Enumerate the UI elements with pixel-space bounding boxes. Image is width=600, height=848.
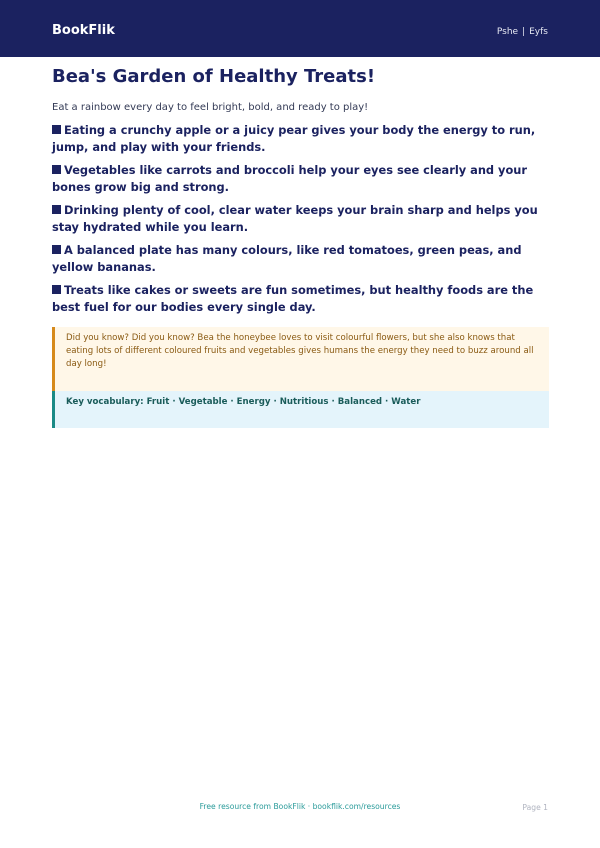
breadcrumb-level[interactable]: Eyfs bbox=[529, 27, 548, 37]
did-you-know-callout bbox=[52, 327, 549, 391]
list-item-text: Treats like cakes or sweets are fun sometimes, but healthy foods are the best fuel for our bodies every single day. bbox=[52, 283, 534, 314]
footer-resource-link[interactable]: Free resource from BookFlik · bookflik.com/resources bbox=[199, 802, 401, 811]
bullet-square-icon bbox=[52, 245, 61, 254]
list-item bbox=[52, 242, 549, 276]
bullet-square-icon bbox=[52, 125, 61, 134]
list-item bbox=[52, 202, 549, 236]
key-vocabulary-callout bbox=[52, 391, 549, 428]
brand-logo[interactable]: BookFlik bbox=[52, 23, 115, 38]
breadcrumb-subject[interactable]: Pshe bbox=[496, 27, 519, 37]
breadcrumb-separator: | bbox=[522, 27, 526, 37]
bullet-square-icon bbox=[52, 285, 61, 294]
list-item bbox=[52, 122, 549, 156]
list-item-text: A balanced plate has many colours, like red tomatoes, green peas, and yellow bananas. bbox=[52, 243, 522, 274]
main-content bbox=[52, 66, 549, 322]
breadcrumb bbox=[497, 27, 548, 37]
page-title: Bea's Garden of Healthy Treats! bbox=[52, 66, 376, 87]
list-item-text: Vegetables like carrots and broccoli help your eyes see clearly and your bones grow big and strong. bbox=[52, 163, 528, 194]
fact-list bbox=[52, 122, 549, 316]
key-vocabulary-text: Key vocabulary: Fruit · Vegetable · Energy · Nutritious · Balanced · Water bbox=[66, 397, 421, 407]
list-item-text: Eating a crunchy apple or a juicy pear gives your body the energy to run, jump, and play with your friends. bbox=[52, 123, 536, 154]
did-you-know-text: Did you know? Did you know? Bea the honeybee loves to visit colourful flowers, but she also knows that eating lots of different coloured fruits and vegetables gives humans the energy they need to buzz around all day long! bbox=[66, 333, 534, 369]
list-item bbox=[52, 282, 549, 316]
header-bar bbox=[0, 0, 600, 57]
list-item-text: Drinking plenty of cool, clear water keeps your brain sharp and helps you stay hydrated while you learn. bbox=[52, 203, 538, 234]
list-item bbox=[52, 162, 549, 196]
intro-text: Eat a rainbow every day to feel bright, bold, and ready to play! bbox=[52, 102, 369, 113]
bullet-square-icon bbox=[52, 165, 61, 174]
page-number: Page 1 bbox=[522, 803, 548, 812]
bullet-square-icon bbox=[52, 205, 61, 214]
